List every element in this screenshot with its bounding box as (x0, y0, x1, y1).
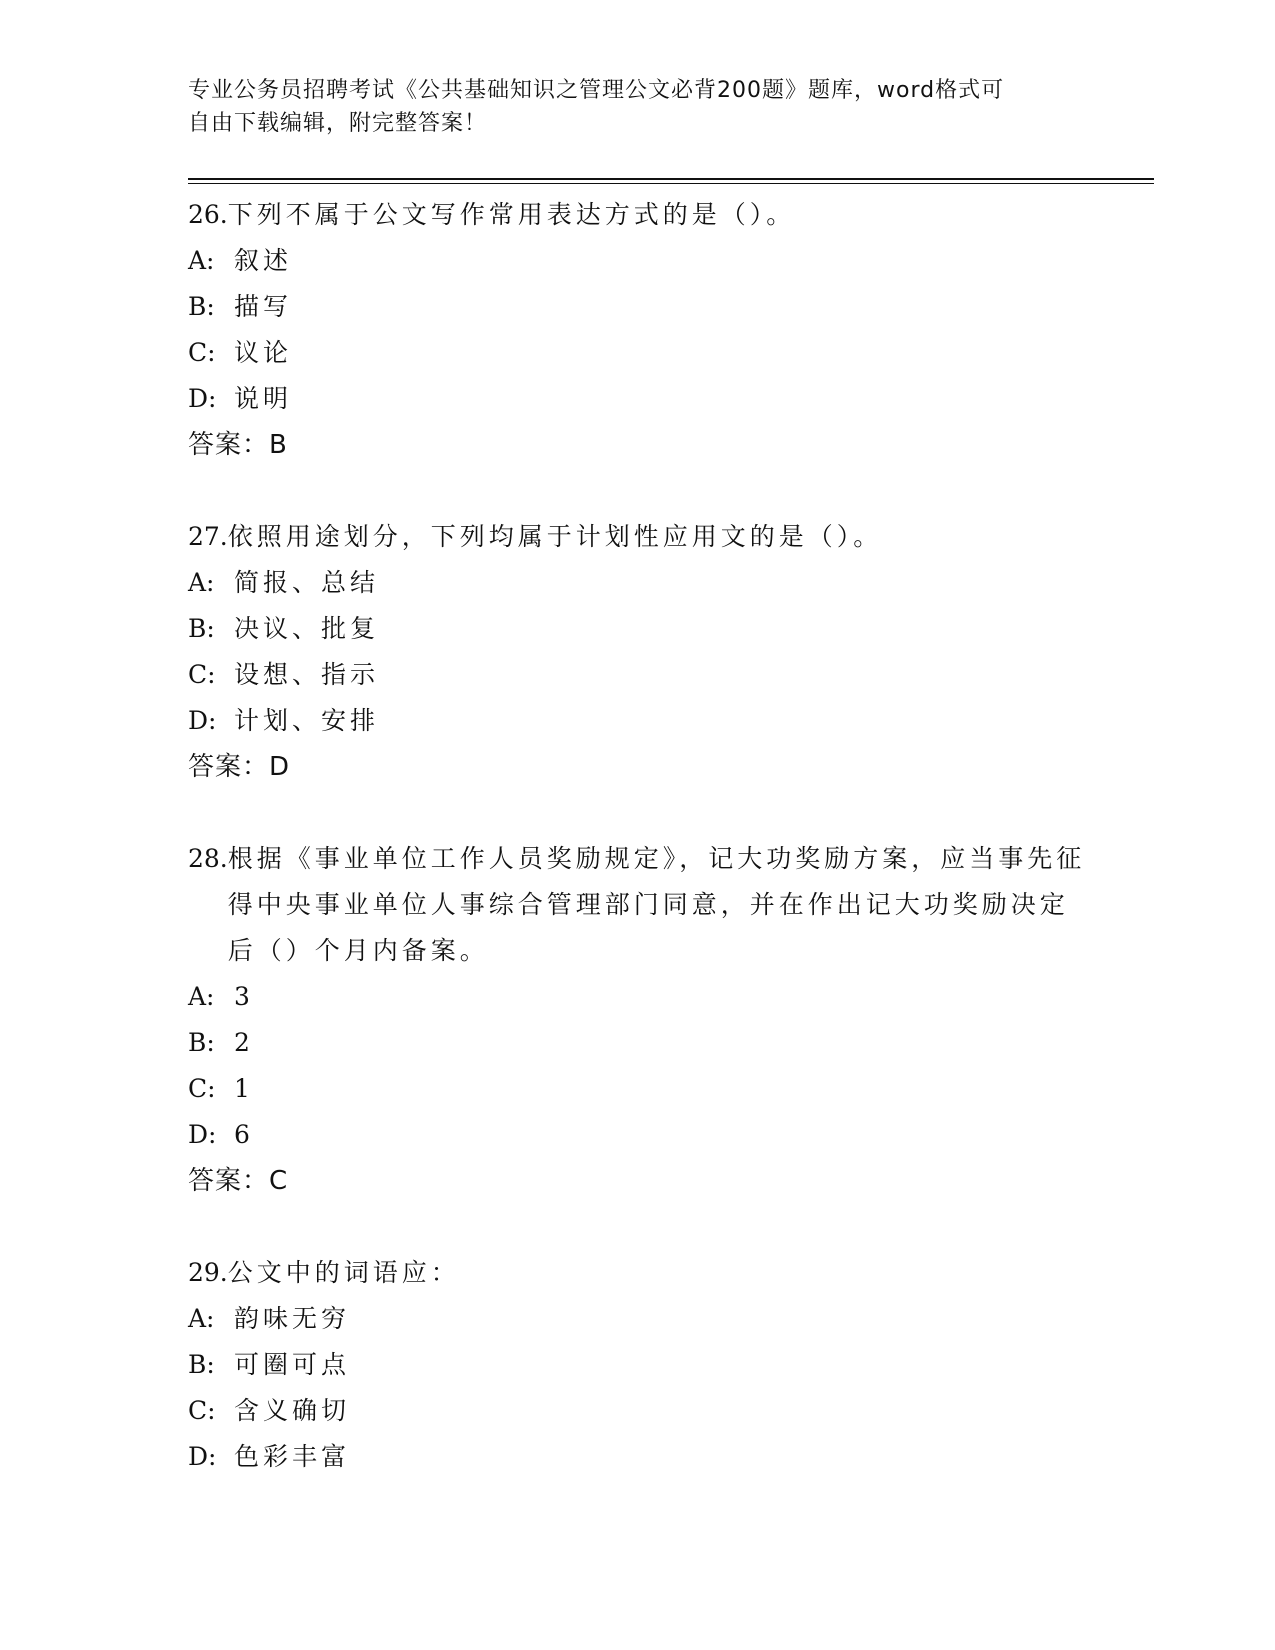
option-b (188, 1020, 1088, 1066)
option-key: C: (188, 338, 216, 367)
question-number: 26. (188, 200, 228, 229)
option-text: 3 (234, 982, 254, 1011)
question-text: 下列不属于公文写作常用表达方式的是（）。 (227, 200, 796, 229)
option-c (188, 1066, 1088, 1112)
option-text: 色彩丰富 (234, 1442, 351, 1471)
option-key: A: (188, 982, 215, 1011)
option-key: A: (188, 568, 215, 597)
option-key: D: (188, 706, 217, 735)
option-a (188, 238, 1088, 284)
question-stem (188, 1250, 1088, 1296)
option-key: D: (188, 1442, 217, 1471)
option-c (188, 652, 1088, 698)
question-27 (188, 514, 1088, 790)
option-key: B: (188, 292, 215, 321)
answer-line: 答案：B (188, 430, 288, 460)
option-a (188, 1296, 1088, 1342)
option-c (188, 1388, 1088, 1434)
question-text: 公文中的词语应： (227, 1258, 460, 1287)
option-text: 计划、安排 (234, 706, 380, 735)
option-text: 1 (234, 1074, 254, 1103)
option-d (188, 376, 1088, 422)
header-line-1: 专业公务员招聘考试《公共基础知识之管理公文必背200题》题库，word格式可 (188, 78, 1005, 103)
option-key: D: (188, 384, 217, 413)
option-text: 议论 (234, 338, 293, 367)
option-text: 6 (234, 1120, 254, 1149)
option-text: 简报、总结 (234, 568, 380, 597)
question-26 (188, 192, 1088, 468)
option-text: 含义确切 (234, 1396, 351, 1425)
option-b (188, 284, 1088, 330)
question-stem (188, 514, 1088, 560)
question-number: 29. (188, 1258, 228, 1287)
option-d (188, 1112, 1088, 1158)
option-text: 决议、批复 (234, 614, 380, 643)
header-divider-thin (188, 183, 1154, 184)
header-line-2: 自由下载编辑，附完整答案！ (188, 111, 488, 136)
option-key: A: (188, 1304, 215, 1333)
question-28 (188, 836, 1088, 1204)
option-text: 描写 (234, 292, 293, 321)
option-key: D: (188, 1120, 217, 1149)
option-key: B: (188, 1028, 215, 1057)
option-text: 叙述 (234, 246, 293, 275)
option-d (188, 698, 1088, 744)
option-a (188, 560, 1088, 606)
option-text: 可圈可点 (234, 1350, 351, 1379)
option-key: C: (188, 660, 216, 689)
option-key: C: (188, 1396, 216, 1425)
question-text: 依照用途划分，下列均属于计划性应用文的是（）。 (227, 522, 883, 551)
option-text: 韵味无穷 (234, 1304, 351, 1333)
header-divider-thick (188, 178, 1154, 180)
document-header (188, 74, 1068, 140)
question-number: 27. (188, 522, 228, 551)
question-stem (188, 836, 1088, 974)
option-key: C: (188, 1074, 216, 1103)
option-text: 设想、指示 (234, 660, 380, 689)
option-text: 说明 (234, 384, 293, 413)
question-list (188, 192, 1088, 1526)
question-text: 根据《事业单位工作人员奖励规定》，记大功奖励方案，应当事先征得中央事业单位人事综合管理部门同意，并在作出记大功奖励决定后（）个月内备案。 (227, 844, 1086, 965)
question-stem (188, 192, 1088, 238)
question-29 (188, 1250, 1088, 1480)
option-c (188, 330, 1088, 376)
option-text: 2 (234, 1028, 254, 1057)
option-b (188, 1342, 1088, 1388)
option-d (188, 1434, 1088, 1480)
option-a (188, 974, 1088, 1020)
option-b (188, 606, 1088, 652)
answer-line: 答案：D (188, 752, 291, 782)
option-key: A: (188, 246, 215, 275)
answer-line: 答案：C (188, 1166, 289, 1196)
option-key: B: (188, 614, 215, 643)
question-number: 28. (188, 844, 228, 873)
option-key: B: (188, 1350, 215, 1379)
